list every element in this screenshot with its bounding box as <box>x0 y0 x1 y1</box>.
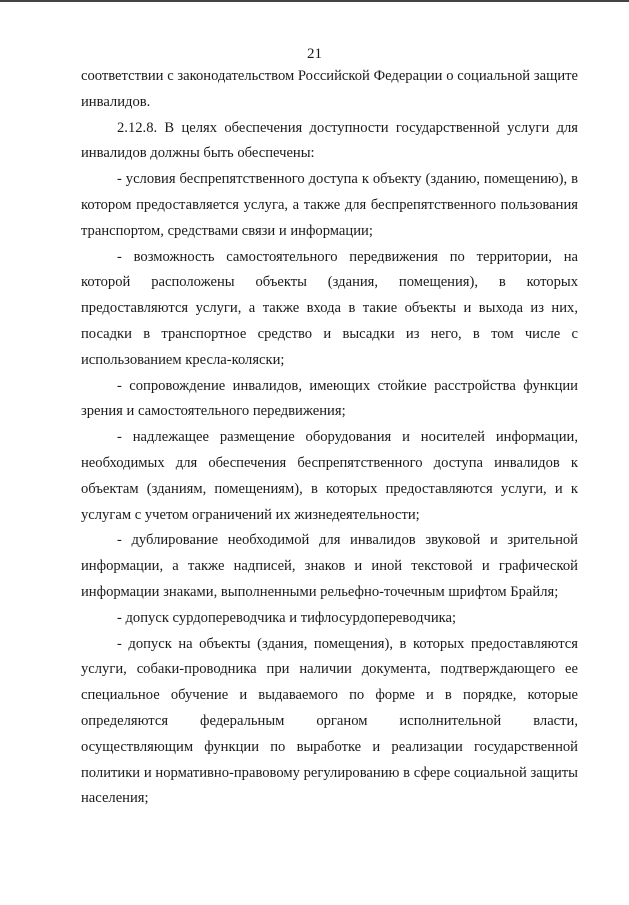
paragraph-clause-2-12-8: 2.12.8. В целях обеспечения доступности государственной услуги для инвалидов должны быть обеспечены: <box>81 119 578 162</box>
paragraph-continuation: соответствии с законодательством Российской Федерации о социальной защите инвалидов. <box>81 68 578 110</box>
list-item-access-conditions: - условия беспрепятственного доступа к объекту (зданию, помещению), в котором предоставляется услуга, а также для беспрепятственного пользования транспортом, средствами связи и информации; <box>81 171 578 239</box>
list-item-accompaniment: - сопровождение инвалидов, имеющих стойкие расстройства функции зрения и самостоятельного передвижения; <box>81 377 578 420</box>
list-item-independent-movement: - возможность самостоятельного передвижения по территории, на которой расположены объекты (здания, помещения), в которых предоставляются услуги, а также входа в такие объекты и выхода из них, посадки в транспортное средство и высадки из него, в том числе с использованием кресла-коляски; <box>81 248 578 368</box>
list-item-equipment-placement: - надлежащее размещение оборудования и носителей информации, необходимых для обеспечения беспрепятственного доступа инвалидов к объектам (зданиям, помещениям), в которых предоставляются услуги, и к услугам с учетом ограничений их жизнедеятельности; <box>81 429 578 523</box>
list-item-information-duplication: - дублирование необходимой для инвалидов звуковой и зрительной информации, а также надписей, знаков и иной текстовой и графической информации знаками, выполненными рельефно-точечным шрифтом Брайля; <box>81 532 578 600</box>
list-item-guide-dog-admission: - допуск на объекты (здания, помещения), в которых предоставляются услуги, собаки-проводника при наличии документа, подтверждающего ее специальное обучение и выдаваемого по форме и в порядке, которые определяются федеральным органом исполнительной власти, осуществляющим функции по выработке и реализации государственной политики и нормативно-правовому регулированию в сфере социальной защиты населения; <box>81 635 578 807</box>
page-top-edge <box>0 0 629 2</box>
list-item-interpreter-admission: - допуск сурдопереводчика и тифлосурдопереводчика; <box>117 609 457 626</box>
document-body <box>81 64 578 812</box>
page-number: 21 <box>307 46 322 62</box>
